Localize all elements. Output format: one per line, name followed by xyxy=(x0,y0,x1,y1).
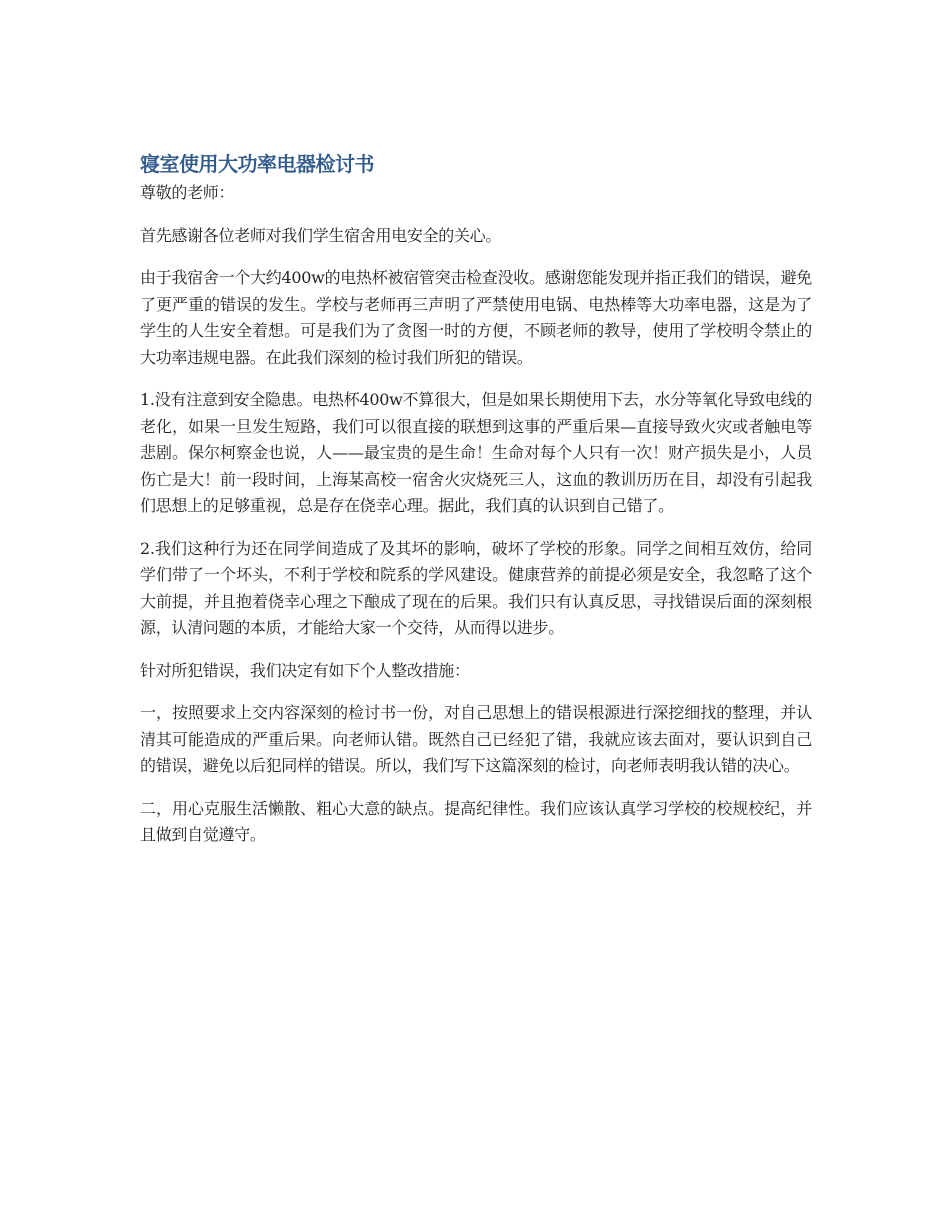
document-body xyxy=(140,150,812,865)
paragraph-measure-2: 二，用心克服生活懒散、粗心大意的缺点。提高纪律性。我们应该认真学习学校的校规校纪，并且做到自觉遵守。 xyxy=(140,798,812,844)
document-title: 寝室使用大功率电器检讨书 xyxy=(140,152,374,176)
paragraph-intro: 首先感谢各位老师对我们学生宿舍用电安全的关心。 xyxy=(140,225,502,245)
greeting: 尊敬的老师： xyxy=(140,183,235,202)
paragraph-measure-1: 一，按照要求上交内容深刻的检讨书一份，对自己思想上的错误根源进行深挖细找的整理，并认清其可能造成的严重后果。向老师认错。既然自己已经犯了错，我就应该去面对，要认识到自己的错误，避免以后犯同样的错误。所以，我们写下这篇深刻的检讨，向老师表明我认错的决心。 xyxy=(140,703,812,775)
paragraph-point-2: 2.我们这种行为还在同学间造成了及其坏的影响，破坏了学校的形象。同学之间相互效仿，给同学们带了一个坏头，不利于学校和院系的学风建设。健康营养的前提必须是安全，我忽略了这个大前提，并且抱着侥幸心理之下酿成了现在的后果。我们只有认真反思，寻找错误后面的深刻根源，认清问题的本质，才能给大家一个交待，从而得以进步。 xyxy=(140,538,812,637)
paragraph-measures-intro: 针对所犯错误，我们决定有如下个人整改措施： xyxy=(140,660,470,680)
paragraph-background: 由于我宿舍一个大约400w的电热杯被宿管突击检查没收。感谢您能发现并指正我们的错误，避免了更严重的错误的发生。学校与老师再三声明了严禁使用电锅、电热棒等大功率电器，这是为了学生的人生安全着想。可是我们为了贪图一时的方便，不顾老师的教导，使用了学校明令禁止的大功率违规电器。在此我们深刻的检讨我们所犯的错误。 xyxy=(140,268,812,367)
paragraph-point-1: 1.没有注意到安全隐患。电热杯400w不算很大，但是如果长期使用下去，水分等氧化导致电线的老化，如果一旦发生短路，我们可以很直接的联想到这事的严重后果—直接导致火灾或者触电等悲剧。保尔柯察金也说，人——最宝贵的是生命！生命对每个人只有一次！财产损失是小，人员伤亡是大！前一段时间，上海某高校一宿舍火灾烧死三人，这血的教训历历在目，却没有引起我们思想上的足够重视，总是存在侥幸心理。据此，我们真的认识到自己错了。 xyxy=(140,390,812,515)
